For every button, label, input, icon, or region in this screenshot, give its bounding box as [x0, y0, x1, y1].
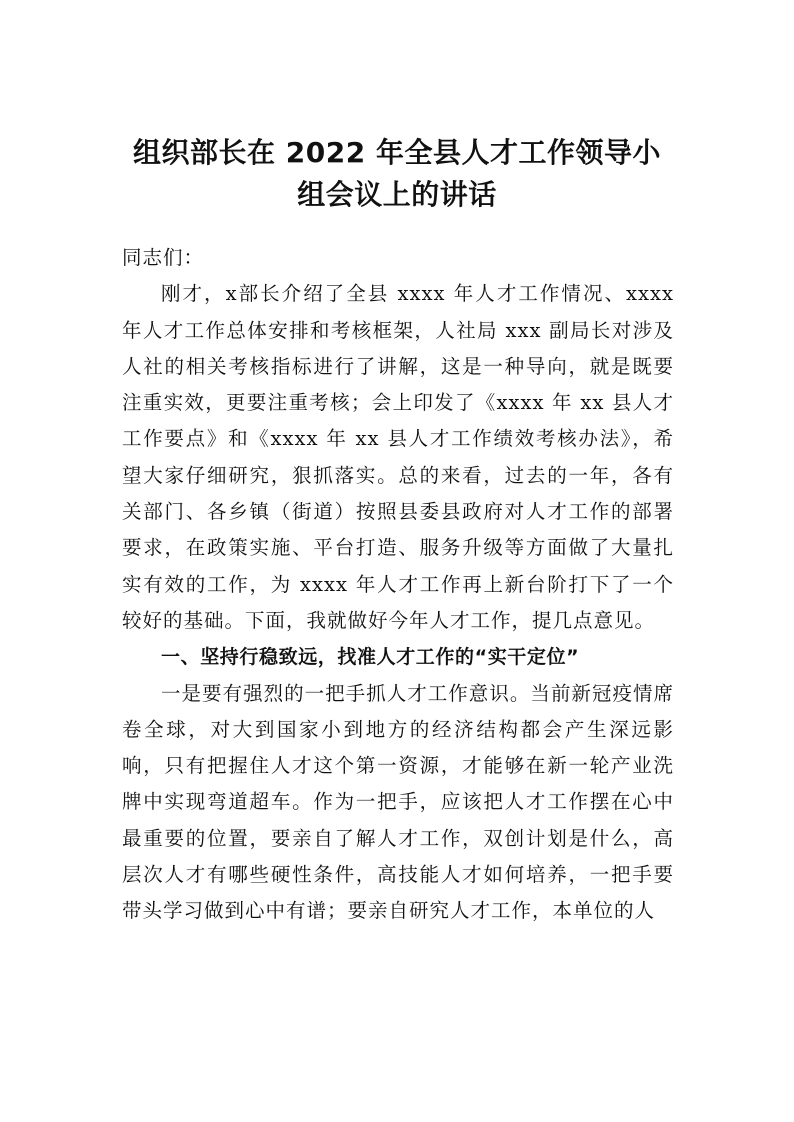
title-line-2: 组会议上的讲话 [297, 178, 497, 211]
paragraph-section-1: 一是要有强烈的一把手抓人才工作意识。当前新冠疫情席卷全球，对大到国家小到地方的经济结构都会产生深远影响，只有把握住人才这个第一资源，才能够在新一轮产业洗牌中实现弯道超车。作为一把手，应该把人才工作摆在心中最重要的位置，要亲自了解人才工作，双创计划是什么，高层次人才有哪些硬性条件，高技能人才如何培养，一把手要带头学习做到心中有谱；要亲自研究人才工作，本单位的人 [122, 681, 674, 923]
section-heading-1: 一、坚持行稳致远，找准人才工作的“实干定位” [161, 646, 580, 669]
paragraph-intro: 刚才，x部长介绍了全县 xxxx 年人才工作情况、xxxx 年人才工作总体安排和考核框架，人社局 xxx 副局长对涉及人社的相关考核指标进行了讲解，这是一种导向，就是既要注重实效，更要注重考核；会上印发了《xxxx 年 xx 县人才工作要点》和《xxxx 年 xx 县人才工作绩效考核办法》，希望大家仔细研究，狠抓落实。总的来看，过去的一年，各有关部门、各乡镇（街道）按照县委县政府对人才工作的部署要求，在政策实施、平台打造、服务升级等方面做了大量扎实有效的工作，为 xxxx 年人才工作再上新台阶打下了一个较好的基础。下面，我就做好今年人才工作，提几点意见。 [122, 282, 674, 632]
document-title [110, 132, 684, 216]
document-body [122, 240, 674, 930]
title-line-1: 组织部长在 2022 年全县人才工作领导小 [133, 136, 661, 169]
salutation: 同志们： [122, 246, 205, 269]
